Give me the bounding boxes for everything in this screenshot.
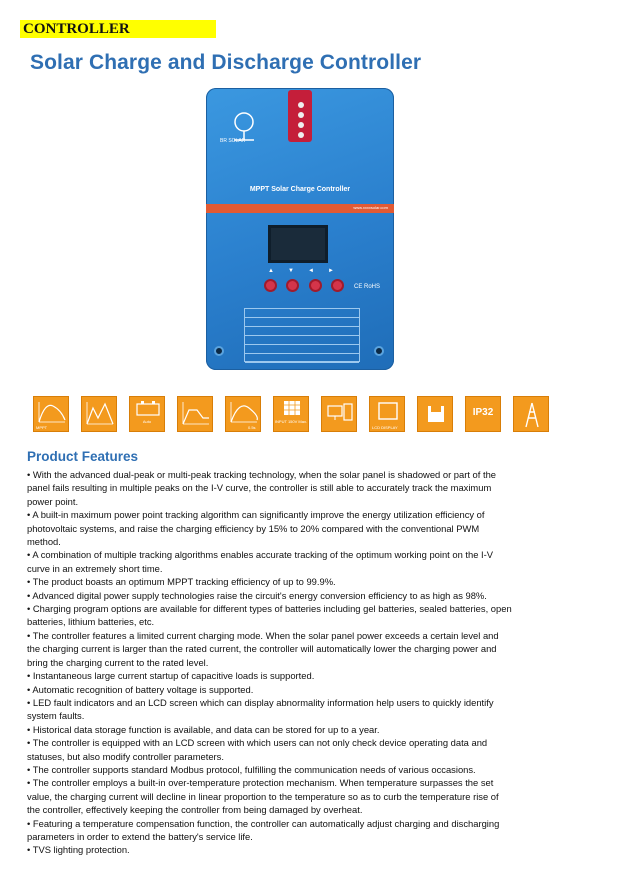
list-item: • Instantaneous large current startup of capacitive loads is supported. [27, 669, 513, 682]
device-website: www.xxxxsolar.com [353, 205, 388, 210]
right-arrow-icon: ► [328, 268, 334, 274]
lcd-screen [268, 225, 328, 263]
list-item: • Featuring a temperature compensation function, the controller can automatically adjust charging and discharging parameters in order to extend the battery's service life. [27, 817, 513, 844]
controller-product-image [206, 88, 394, 370]
mounting-screw-icon [214, 346, 224, 356]
list-item: • LED fault indicators and an LCD screen which can display abnormality information help users to quickly identify system faults. [27, 696, 513, 723]
up-arrow-icon: ▲ [268, 268, 274, 274]
lcd-display-icon: LCD DISPLAY [369, 396, 405, 432]
list-item: • Automatic recognition of battery voltage is supported. [27, 683, 513, 696]
feature-icon-row [33, 396, 553, 434]
led-indicator-strip [288, 90, 312, 142]
device-button-up [264, 279, 277, 292]
button-arrows [261, 268, 341, 274]
lightning-protection-icon [513, 396, 549, 432]
list-item: • The controller employs a built-in over-temperature protection mechanism. When temperature surpasses the set value, the charging current will decline in linear proportion to the temperature so as to curb the temperature rise of the controller, effectively keeping the controller from being damaged by overheat. [27, 776, 513, 816]
computer-monitor-icon [321, 396, 357, 432]
fast-tracking-icon: 0.5s [225, 396, 261, 432]
list-item: • The controller features a limited current charging mode. When the solar panel power exceeds a certain level and the charging current is larger than the rated current, the controller will automatically lower the charging power and bring the charging current to the rated level. [27, 629, 513, 669]
device-button-down [286, 279, 299, 292]
list-item: • Advanced digital power supply technologies raise the circuit's energy conversion efficiency to as high as 98%. [27, 589, 513, 602]
list-item: • Historical data storage function is available, and data can be stored for up to a year. [27, 723, 513, 736]
list-item: • A combination of multiple tracking algorithms enables accurate tracking of the optimum working point on the I-V curve in an extremely short time. [27, 548, 513, 575]
features-list [27, 468, 513, 857]
device-buttons [264, 279, 344, 292]
charging-curve-icon [177, 396, 213, 432]
list-item: • With the advanced dual-peak or multi-peak tracking technology, when the solar panel is shadowed or part of the panel fails resulting in multiple peaks on the I-V curve, the controller is still able to accurately track the maximum power point. [27, 468, 513, 508]
brand-name: BR SOLAR [220, 138, 246, 144]
device-button-left [309, 279, 322, 292]
mounting-screw-icon [374, 346, 384, 356]
left-arrow-icon: ◄ [308, 268, 314, 274]
list-item: • The controller is equipped with an LCD screen with which users can not only check device operating data and statuses, but also modify controller parameters. [27, 736, 513, 763]
battery-auto-icon: Auto [129, 396, 165, 432]
ip32-icon: IP32 [465, 396, 501, 432]
device-button-right [331, 279, 344, 292]
device-model-label: MPPT Solar Charge Controller [249, 186, 351, 193]
data-storage-icon [417, 396, 453, 432]
solar-panel-input-icon: INPUT 150V Max. [273, 396, 309, 432]
page-title: Solar Charge and Discharge Controller [30, 51, 422, 74]
list-item: • The product boasts an optimum MPPT tracking efficiency of up to 99.9%. [27, 575, 513, 588]
section-tag: CONTROLLER [20, 20, 216, 38]
spec-label-table [244, 308, 360, 362]
list-item: • Charging program options are available for different types of batteries including gel batteries, sealed batteries, open batteries, lithium batteries, etc. [27, 602, 513, 629]
features-heading: Product Features [27, 449, 139, 464]
device-orange-band [206, 204, 394, 213]
down-arrow-icon: ▼ [288, 268, 294, 274]
multi-peak-icon [81, 396, 117, 432]
list-item: • The controller supports standard Modbus protocol, fulfilling the communication needs of various occasions. [27, 763, 513, 776]
list-item: • A built-in maximum power point tracking algorithm can significantly improve the energy utilization efficiency of photovoltaic systems, and raise the charging efficiency by 15% to 20% compared with the conventional PWM method. [27, 508, 513, 548]
list-item: • TVS lighting protection. [27, 843, 513, 856]
mppt-icon: MPPT [33, 396, 69, 432]
certification-mark: CE RoHS [354, 284, 381, 290]
